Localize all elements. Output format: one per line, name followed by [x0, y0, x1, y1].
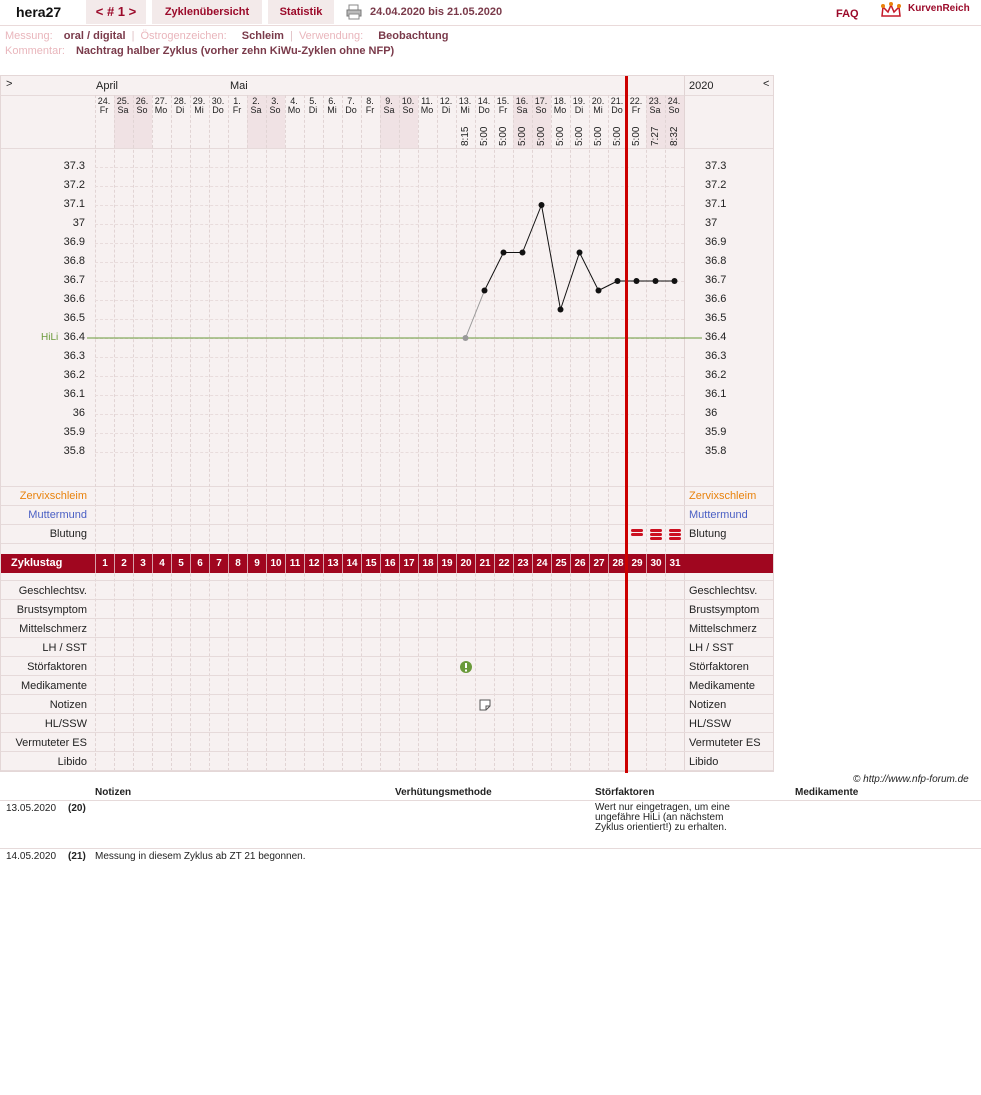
tab-statistics[interactable]: Statistik: [268, 0, 334, 24]
cycle-day-number: 3: [140, 558, 146, 569]
temp-curve-segment: [580, 253, 599, 291]
bleeding-icon[interactable]: [668, 528, 682, 540]
cycle-day-label: Zyklustag: [11, 557, 63, 569]
day-number: 13.: [458, 96, 472, 106]
temp-point[interactable]: [463, 335, 469, 341]
comment-label: Kommentar:: [5, 45, 65, 57]
weekday: So: [668, 105, 680, 115]
temp-point[interactable]: [539, 202, 545, 208]
cycle-day-number: 22: [498, 558, 510, 569]
day-number: 21.: [610, 96, 624, 106]
weekday: Di: [175, 105, 185, 115]
temp-tick-left: 36: [72, 407, 85, 419]
cycle-day-number: 1: [102, 558, 108, 569]
day-number: 30.: [211, 96, 225, 106]
row-label-left: Notizen: [49, 699, 87, 711]
weekday: Di: [441, 105, 451, 115]
row-label-left: Zervixschleim: [19, 490, 87, 502]
temp-tick-left: 36.2: [63, 369, 85, 381]
weekday: Sa: [516, 105, 528, 115]
day-number: 28.: [173, 96, 187, 106]
cycle-day-number: 30: [650, 558, 662, 569]
cycle-day-number: 17: [403, 558, 415, 569]
day-number: 29.: [192, 96, 206, 106]
month-may: Mai: [230, 80, 248, 92]
row-label-left: Vermuteter ES: [15, 737, 87, 749]
measure-time: 5:00: [593, 126, 604, 146]
row-label-right: Libido: [689, 756, 719, 768]
row-label-left: Brustsymptom: [16, 604, 87, 616]
row-label-right: Zervixschleim: [689, 490, 757, 502]
day-number: 24.: [97, 96, 111, 106]
row-label-left: Libido: [57, 756, 87, 768]
row-label-right: LH / SST: [689, 642, 734, 654]
weekday: Do: [478, 105, 490, 115]
weekday: Di: [574, 105, 584, 115]
temp-tick-right: 36.4: [705, 331, 727, 343]
usage-label: Verwendung:: [298, 30, 364, 42]
cycle-day-number: 26: [574, 558, 586, 569]
top-bar: [0, 0, 981, 26]
copyright: © http://www.nfp-forum.de: [853, 774, 969, 785]
weekday: Do: [611, 105, 623, 115]
weekday: Mi: [327, 105, 337, 115]
measure-time: 5:00: [498, 126, 509, 146]
temp-curve-segment: [485, 253, 504, 291]
weekday: Mo: [553, 105, 567, 115]
temp-tick-left: 36.8: [63, 255, 85, 267]
cycle-day-number: 10: [270, 558, 282, 569]
day-number: 22.: [629, 96, 643, 106]
weekday: Sa: [117, 105, 129, 115]
date-range: 24.04.2020 bis 21.05.2020: [370, 6, 503, 18]
temp-tick-right: 36.9: [705, 236, 727, 248]
cycle-day-number: 15: [365, 558, 377, 569]
day-number: 8.: [366, 96, 374, 106]
row-label-right: HL/SSW: [689, 718, 732, 730]
row-date: 14.05.2020: [6, 851, 57, 862]
cycle-day-number: 20: [460, 558, 472, 569]
cycle-day-number: 19: [441, 558, 453, 569]
current-day-marker: [625, 76, 628, 773]
temp-tick-right: 35.8: [705, 445, 727, 457]
day-number: 14.: [477, 96, 491, 106]
weekday: Mo: [287, 105, 301, 115]
weekday: Mi: [194, 105, 204, 115]
row-label-right: Störfaktoren: [689, 661, 749, 673]
temp-point[interactable]: [520, 250, 526, 256]
row-label-right: Notizen: [689, 699, 727, 711]
weekday: So: [535, 105, 547, 115]
day-number: 10.: [401, 96, 415, 106]
nav-left-arrow[interactable]: >: [6, 78, 13, 90]
temp-point[interactable]: [653, 278, 659, 284]
col-header-medication: Medikamente: [795, 787, 859, 798]
disturbance-icon[interactable]: [459, 660, 473, 674]
temp-tick-right: 36.8: [705, 255, 727, 267]
cycle-day-number: 18: [422, 558, 434, 569]
notes-table: [0, 787, 981, 867]
row-label-left: Geschlechtsv.: [18, 585, 87, 597]
cycle-day-number: 23: [517, 558, 529, 569]
row-label-left: Muttermund: [28, 509, 87, 521]
measure-time: 5:00: [536, 126, 547, 146]
day-number: 3.: [271, 96, 279, 106]
measure-label: Messung:: [5, 30, 53, 42]
day-number: 19.: [572, 96, 586, 106]
col-header-notes: Notizen: [95, 787, 132, 798]
weekday: Mi: [593, 105, 603, 115]
measure-time: 5:00: [574, 126, 585, 146]
temp-tick-left: 36.6: [63, 293, 85, 305]
measure-value: oral / digital: [63, 30, 126, 42]
day-number: 20.: [591, 96, 605, 106]
cycle-chart: [0, 75, 774, 772]
temp-tick-left: 37.2: [63, 179, 85, 191]
row-label-right: Geschlechtsv.: [689, 585, 758, 597]
temp-tick-left: 36.3: [63, 350, 85, 362]
day-number: 7.: [347, 96, 355, 106]
temp-tick-right: 37.2: [705, 179, 727, 191]
temp-curve-segment: [561, 253, 580, 310]
row-label-right: Brustsymptom: [689, 604, 760, 616]
cycle-day-number: 28: [612, 558, 624, 569]
measure-time: 8:15: [460, 126, 471, 146]
temp-tick-left: 36.4: [63, 331, 85, 343]
estrogen-value: Schleim: [241, 30, 284, 42]
weekday: Mi: [460, 105, 470, 115]
cycle-day-number: 16: [384, 558, 396, 569]
temperature-plot: [1, 76, 773, 771]
temp-curve-segment: [599, 281, 618, 291]
day-number: 17.: [534, 96, 548, 106]
weekday: Mo: [154, 105, 168, 115]
comment-value: Nachtrag halber Zyklus (vorher zehn KiWu-Zyklen ohne NFP): [75, 45, 395, 57]
weekday: Do: [345, 105, 357, 115]
cycle-day-number: 14: [346, 558, 358, 569]
temp-tick-left: 36.1: [63, 388, 85, 400]
row-cycle-day: (21): [68, 851, 86, 862]
tab-cycle-overview[interactable]: Zyklenübersicht: [152, 0, 262, 24]
temp-tick-right: 37.1: [705, 198, 727, 210]
row-label-right: Muttermund: [689, 509, 748, 521]
username[interactable]: hera27: [16, 4, 62, 20]
crown-logo-icon[interactable]: [880, 2, 902, 20]
day-number: 26.: [135, 96, 149, 106]
cycle-day-number: 13: [327, 558, 339, 569]
temp-curve-segment: [542, 205, 561, 310]
day-number: 11.: [421, 96, 433, 106]
temp-point[interactable]: [577, 250, 583, 256]
weekday: Fr: [498, 105, 508, 115]
weekday: Sa: [250, 105, 262, 115]
day-number: 18.: [553, 96, 567, 106]
day-number: 1.: [233, 96, 241, 106]
weekday: So: [136, 105, 148, 115]
cycle-day-number: 4: [159, 558, 165, 569]
temp-point[interactable]: [615, 278, 621, 284]
temp-tick-left: 37.1: [63, 198, 85, 210]
note-icon[interactable]: [479, 699, 491, 711]
month-april: April: [96, 80, 119, 92]
row-label-right: Medikamente: [689, 680, 756, 692]
print-icon[interactable]: [346, 4, 362, 20]
cycle-day-number: 24: [536, 558, 548, 569]
year-label: 2020: [689, 80, 714, 92]
temp-tick-left: 36.9: [63, 236, 85, 248]
weekday: Di: [308, 105, 318, 115]
cycle-nav[interactable]: < # 1 >: [86, 0, 146, 24]
temp-curve-segment: [466, 291, 485, 339]
temp-point[interactable]: [672, 278, 678, 284]
temp-tick-right: 36.1: [705, 388, 727, 400]
day-number: 9.: [385, 96, 393, 106]
row-label-right: Blutung: [689, 528, 727, 540]
day-number: 15.: [496, 96, 510, 106]
estrogen-label: Östrogenzeichen:: [140, 30, 227, 42]
temp-tick-left: 37.3: [63, 160, 85, 172]
temp-tick-right: 37.3: [705, 160, 727, 172]
col-header-disturbances: Störfaktoren: [595, 787, 655, 798]
row-date: 13.05.2020: [6, 803, 57, 814]
cycle-day-number: 2: [121, 558, 127, 569]
measure-time: 5:00: [479, 126, 490, 146]
row-label-left: HL/SSW: [44, 718, 87, 730]
temp-tick-left: 35.9: [63, 426, 85, 438]
temp-point[interactable]: [634, 278, 640, 284]
weekday: Fr: [365, 105, 375, 115]
temp-tick-left: 37: [72, 217, 85, 229]
cycle-day-number: 6: [197, 558, 203, 569]
temp-tick-right: 36: [705, 407, 718, 419]
temp-tick-left: 36.5: [63, 312, 85, 324]
day-number: 23.: [648, 96, 662, 106]
day-number: 16.: [515, 96, 529, 106]
measure-time: 7:27: [650, 126, 661, 146]
measure-time: 5:00: [555, 126, 566, 146]
row-label-right: Vermuteter ES: [689, 737, 761, 749]
bleeding-icon[interactable]: [649, 528, 663, 540]
measure-time: 8:32: [669, 126, 680, 146]
weekday: So: [402, 105, 414, 115]
cycle-day-number: 12: [308, 558, 320, 569]
row-label-right: Mittelschmerz: [689, 623, 757, 635]
bleeding-icon[interactable]: [630, 528, 644, 540]
temp-tick-right: 36.7: [705, 274, 727, 286]
temp-tick-right: 36.5: [705, 312, 727, 324]
cycle-day-number: 11: [289, 558, 301, 569]
row-label-left: Mittelschmerz: [19, 623, 87, 635]
row-label-left: Blutung: [49, 528, 87, 540]
temp-tick-left: 35.8: [63, 445, 85, 457]
day-number: 6.: [328, 96, 336, 106]
weekday: Fr: [232, 105, 242, 115]
cycle-day-bar: [1, 554, 773, 573]
cycle-day-number: 5: [178, 558, 184, 569]
day-number: 27.: [154, 96, 168, 106]
row-disturbance: Wert nur eingetragen, um eine ungefähre HiLi (an nächstem Zyklus orientiert!) zu erhalten.: [595, 802, 730, 833]
day-number: 2.: [252, 96, 260, 106]
cycle-day-number: 29: [631, 558, 643, 569]
temp-tick-right: 36.3: [705, 350, 727, 362]
temp-point[interactable]: [482, 288, 488, 294]
day-number: 25.: [116, 96, 130, 106]
nav-right-arrow[interactable]: <: [763, 78, 770, 90]
row-label-left: LH / SST: [42, 642, 87, 654]
temp-tick-right: 36.6: [705, 293, 727, 305]
weekday: So: [269, 105, 281, 115]
cycle-day-number: 9: [254, 558, 260, 569]
row-cycle-day: (20): [68, 803, 86, 814]
faq-link[interactable]: FAQ: [836, 8, 859, 20]
hili-label: HiLi: [41, 332, 59, 343]
cycle-day-number: 27: [593, 558, 605, 569]
cycle-day-number: 25: [555, 558, 567, 569]
weekday: Sa: [383, 105, 395, 115]
day-number: 24.: [667, 96, 681, 106]
temp-point[interactable]: [558, 307, 564, 313]
usage-value: Beobachtung: [378, 30, 449, 42]
cycle-day-number: 31: [669, 558, 681, 569]
measure-time: 5:00: [612, 126, 623, 146]
temp-point[interactable]: [596, 288, 602, 294]
weekday: Sa: [649, 105, 661, 115]
day-number: 12.: [439, 96, 453, 106]
day-number: 4.: [290, 96, 298, 106]
weekday: Fr: [99, 105, 109, 115]
weekday: Do: [212, 105, 224, 115]
weekday: Fr: [631, 105, 641, 115]
cycle-day-number: 8: [235, 558, 241, 569]
weekday: Mo: [420, 105, 434, 115]
temp-curve-segment: [523, 205, 542, 253]
temp-tick-right: 35.9: [705, 426, 727, 438]
measure-time: 5:00: [631, 126, 642, 146]
day-number: 5.: [309, 96, 317, 106]
cycle-day-number: 21: [479, 558, 491, 569]
row-label-left: Medikamente: [20, 680, 87, 692]
row-note: Messung in diesem Zyklus ab ZT 21 begonnen.: [95, 851, 306, 862]
measure-time: 5:00: [517, 126, 528, 146]
logo-text[interactable]: KurvenReich: [908, 3, 970, 14]
temp-point[interactable]: [501, 250, 507, 256]
row-label-left: Störfaktoren: [27, 661, 87, 673]
col-header-contraception: Verhütungsmethode: [395, 787, 492, 798]
temp-tick-left: 36.7: [63, 274, 85, 286]
temp-tick-right: 37: [705, 217, 718, 229]
cycle-day-number: 7: [216, 558, 222, 569]
temp-tick-right: 36.2: [705, 369, 727, 381]
